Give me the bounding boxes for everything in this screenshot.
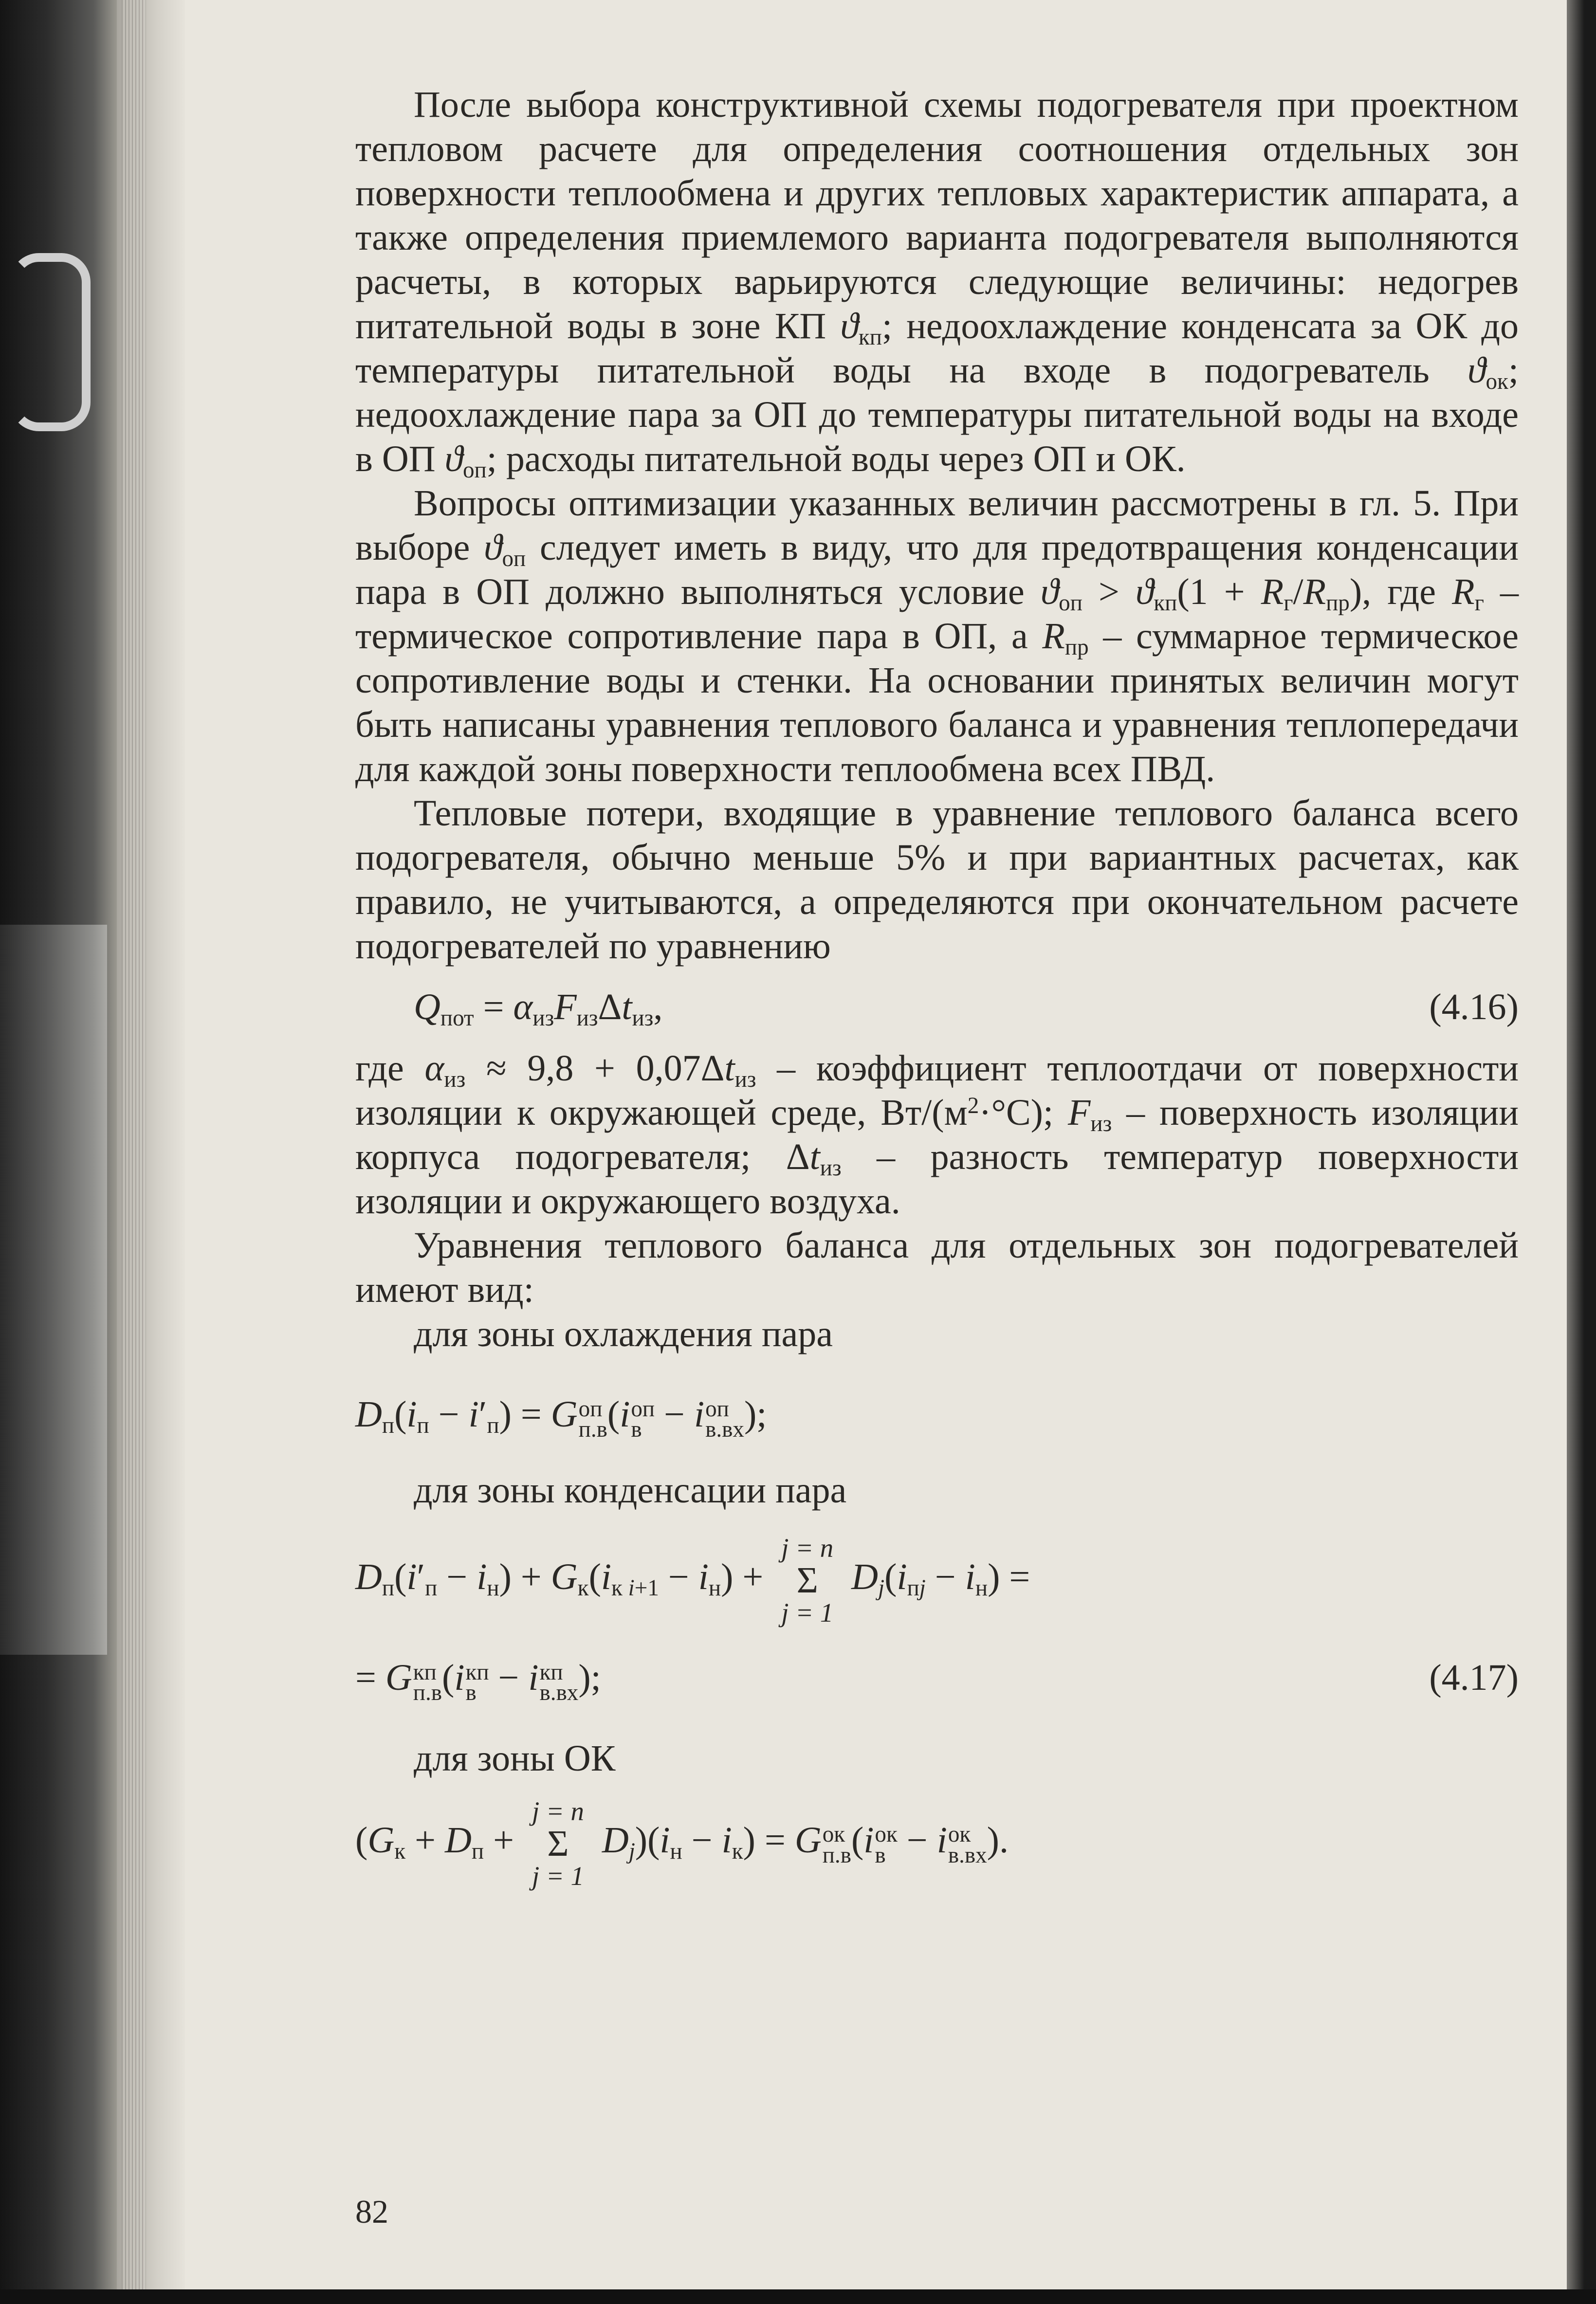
- scan-shadow: [0, 925, 107, 1655]
- book-page: [355, 83, 1519, 2253]
- equation-number: (4.16): [1429, 987, 1519, 1027]
- sum-symbol: j = n Σ j = 1: [781, 1533, 834, 1628]
- zone1-label: для зоны охлаждения пара: [414, 1314, 833, 1354]
- zone3-label: для зоны ОК: [414, 1738, 616, 1779]
- paragraph-1: После выбора конструктивной схемы подогревателя при проектном тепловом расчете для определения соотношения отдельных зон поверхности теплообмена и других тепловых характеристик аппарата, а также определения приемлемого варианта подогревателя выполняются расчеты, в которых варьируются следующие величины: недогрев питательной воды в зоне КП $ϑ_{кп}$; недоохлаждение конденсата за ОК до температуры питательной воды на входе в подогреватель $ϑ_{ок}$; недоохлаждение пара за ОП до температуры питательной воды на входе в ОП $ϑ_{оп}$; расходы питательной воды через ОП и ОК.: [355, 84, 1519, 483]
- scan-border-bottom: [0, 2289, 1596, 2304]
- scan-border-right: [1567, 0, 1596, 2304]
- paragraph-2: Вопросы оптимизации указанных величин рассмотрены в гл. 5. При выборе $ϑ_{оп}$ следует иметь в виду, что для предотвращения конденсации пара в ОП должно выполняться условие $ϑ_{оп} > ϑ_{кп}(1 + R_г/R_{пр})$, где $R_г$ – термическое сопротивление пара в ОП, а $R_{пр}$ – суммарное термическое сопротивление воды и стенки. На основании принятых величин могут быть написаны уравнения теплового баланса и уравнения теплопередачи для каждой зоны поверхности теплообмена всех ПВД.: [355, 483, 1519, 789]
- scan-border-left: [0, 0, 117, 2304]
- equation-number: (4.17): [1429, 1657, 1519, 1698]
- equation-zone-2-line-1: $D_п(i'_п - i_н) + G_к(i_{к i+1} - i_н)$ + j = n Σ j = 1 $D_j(i_{пj} - i_н)$ =: [355, 1533, 1030, 1628]
- page-edges: [122, 0, 146, 2304]
- paragraph-3: Тепловые потери, входящие в уравнение теплового баланса всего подогревателя, обычно меньше 5% и при вариантных расчетах, как правило, не учитываются, а определяются при окончательном расчете подогревателей по уравнению: [355, 793, 1519, 967]
- paragraph-4: где $\alpha_{из} \approx 9,8 + 0,07\Delta t_{из}$ – коэффициент теплоотдачи от поверхности изоляции к окружающей среде, $Вт/(м^2\cdot^\circ С)$; $F_{из}$ – поверхность изоляции корпуса подогревателя; $\Delta t_{из}$ – разность температур поверхности изоляции и окружающего воздуха.: [355, 1048, 1519, 1222]
- page-number: 82: [355, 2193, 388, 2230]
- zone2-label: для зоны конденсации пара: [414, 1470, 847, 1511]
- paragraph-5: Уравнения теплового баланса для отдельных зон подогревателей имеют вид:: [355, 1225, 1519, 1310]
- binder-ring-icon: [10, 253, 91, 431]
- equation-4-16: $Q_{пот} = \alpha_{из}F_{из}\Delta t_{из}$, (4.16): [355, 978, 1519, 1037]
- equation-zone-3: ($G_к + D_п$ + j = n Σ j = 1 $D_j)(i_н - i_к) = G$ ок п.в (i ок в − i ок в.вх ).: [355, 1796, 1009, 1891]
- sum-symbol: j = n Σ j = 1: [532, 1796, 584, 1891]
- equation-zone-2-line-2: = G кп п.в (i кп в − i кп в.вх ); (4.17): [355, 1649, 1519, 1727]
- equation-zone-1: $D_п(i_п - i'_п) = G$ оп п.в (i оп в − i оп в.вх );: [355, 1394, 767, 1442]
